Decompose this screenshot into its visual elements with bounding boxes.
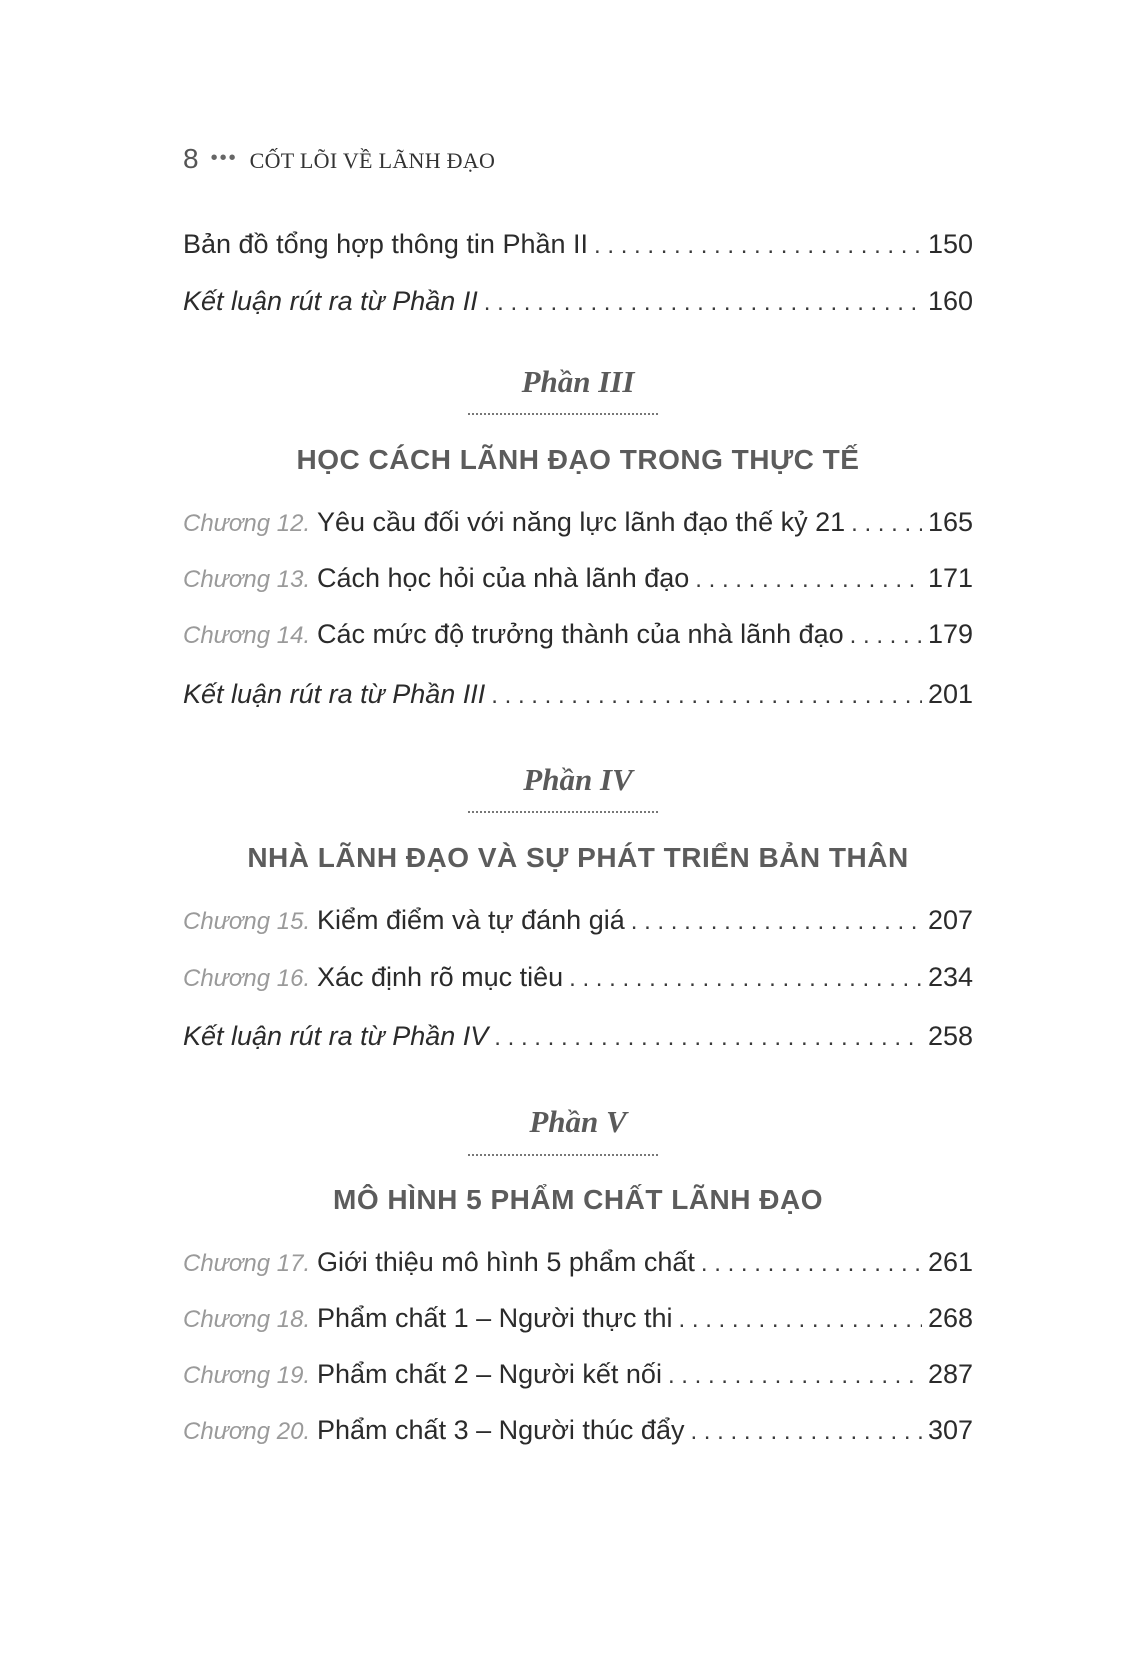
toc-conclusion[interactable] xyxy=(183,1014,973,1058)
chapter-page: 261 xyxy=(927,1247,973,1277)
running-header xyxy=(183,143,495,183)
chapter-number: Chương 18. xyxy=(183,1306,311,1333)
chapter-title: Xác định rõ mục tiêu xyxy=(317,962,564,992)
chapter-number: Chương 20. xyxy=(183,1418,311,1445)
part-label: Phần III xyxy=(521,364,635,399)
conclusion-title: Kết luận rút ra từ Phần III xyxy=(183,679,486,709)
dot-leader xyxy=(695,558,922,602)
toc-chapter[interactable] xyxy=(183,556,973,600)
part-label: Phần IV xyxy=(523,762,633,797)
toc-chapter[interactable] xyxy=(183,1296,973,1340)
chapter-title: Các mức độ trưởng thành của nhà lãnh đạo xyxy=(317,619,844,649)
dot-leader xyxy=(491,674,922,718)
book-title: CỐT LÕI VỀ LÃNH ĐẠO xyxy=(249,148,496,173)
toc-entry[interactable] xyxy=(183,279,973,323)
dot-leader xyxy=(594,224,922,268)
toc-entry-page: 150 xyxy=(927,229,973,259)
chapter-title: Phẩm chất 3 – Người thúc đẩy xyxy=(317,1415,685,1445)
chapter-page: 179 xyxy=(927,619,973,649)
toc-chapter[interactable] xyxy=(183,500,973,544)
chapter-number: Chương 13. xyxy=(183,566,311,593)
chapter-number: Chương 14. xyxy=(183,622,311,649)
chapter-title: Giới thiệu mô hình 5 phẩm chất xyxy=(317,1247,695,1277)
chapter-title: Phẩm chất 1 – Người thực thi xyxy=(317,1303,673,1333)
chapter-number: Chương 17. xyxy=(183,1250,311,1277)
chapter-number: Chương 19. xyxy=(183,1362,311,1389)
chapter-page: 234 xyxy=(927,962,973,992)
toc-chapter[interactable] xyxy=(183,1352,973,1396)
part-title: HỌC CÁCH LÃNH ĐẠO TRONG THỰC TẾ xyxy=(296,444,860,475)
part-divider xyxy=(468,1154,658,1156)
toc-chapter[interactable] xyxy=(183,898,973,942)
dot-leader xyxy=(569,957,922,1001)
part-title: NHÀ LÃNH ĐẠO VÀ SỰ PHÁT TRIỂN BẢN THÂN xyxy=(247,842,909,873)
dot-leader xyxy=(690,1410,921,1454)
chapter-title: Kiểm điểm và tự đánh giá xyxy=(317,905,625,935)
header-ornament: ••• xyxy=(210,147,238,169)
dot-leader xyxy=(494,1016,922,1060)
toc-chapter[interactable] xyxy=(183,1408,973,1452)
chapter-title: Phẩm chất 2 – Người kết nối xyxy=(317,1359,662,1389)
dot-leader xyxy=(701,1242,922,1286)
chapter-number: Chương 16. xyxy=(183,965,311,992)
toc-chapter[interactable] xyxy=(183,1240,973,1284)
dot-leader xyxy=(850,614,922,658)
toc-entry-title: Bản đồ tổng hợp thông tin Phần II xyxy=(183,229,589,259)
dot-leader xyxy=(851,502,922,546)
chapter-page: 268 xyxy=(927,1303,973,1333)
part-divider xyxy=(468,811,658,813)
chapter-page: 307 xyxy=(927,1415,973,1445)
chapter-page: 287 xyxy=(927,1359,973,1389)
toc-chapter[interactable] xyxy=(183,612,973,656)
toc-entry-page: 160 xyxy=(927,286,973,316)
dot-leader xyxy=(631,900,922,944)
chapter-page: 171 xyxy=(927,563,973,593)
part-label: Phần V xyxy=(529,1104,627,1139)
chapter-number: Chương 12. xyxy=(183,510,311,537)
chapter-title: Cách học hỏi của nhà lãnh đạo xyxy=(317,563,690,593)
part-divider xyxy=(468,413,658,415)
chapter-page: 165 xyxy=(927,507,973,537)
toc-entry-title: Kết luận rút ra từ Phần II xyxy=(183,286,478,316)
toc-entry[interactable] xyxy=(183,222,973,266)
dot-leader xyxy=(668,1354,922,1398)
toc-conclusion[interactable] xyxy=(183,672,973,716)
part-title: MÔ HÌNH 5 PHẨM CHẤT LÃNH ĐẠO xyxy=(333,1184,823,1215)
toc-chapter[interactable] xyxy=(183,955,973,999)
chapter-number: Chương 15. xyxy=(183,908,311,935)
conclusion-page: 201 xyxy=(927,679,973,709)
page-number: 8 xyxy=(183,143,199,174)
chapter-page: 207 xyxy=(927,905,973,935)
dot-leader xyxy=(484,281,922,325)
chapter-title: Yêu cầu đối với năng lực lãnh đạo thế kỷ 21 xyxy=(317,507,846,537)
conclusion-page: 258 xyxy=(927,1021,973,1051)
dot-leader xyxy=(679,1298,922,1342)
conclusion-title: Kết luận rút ra từ Phần IV xyxy=(183,1021,489,1051)
